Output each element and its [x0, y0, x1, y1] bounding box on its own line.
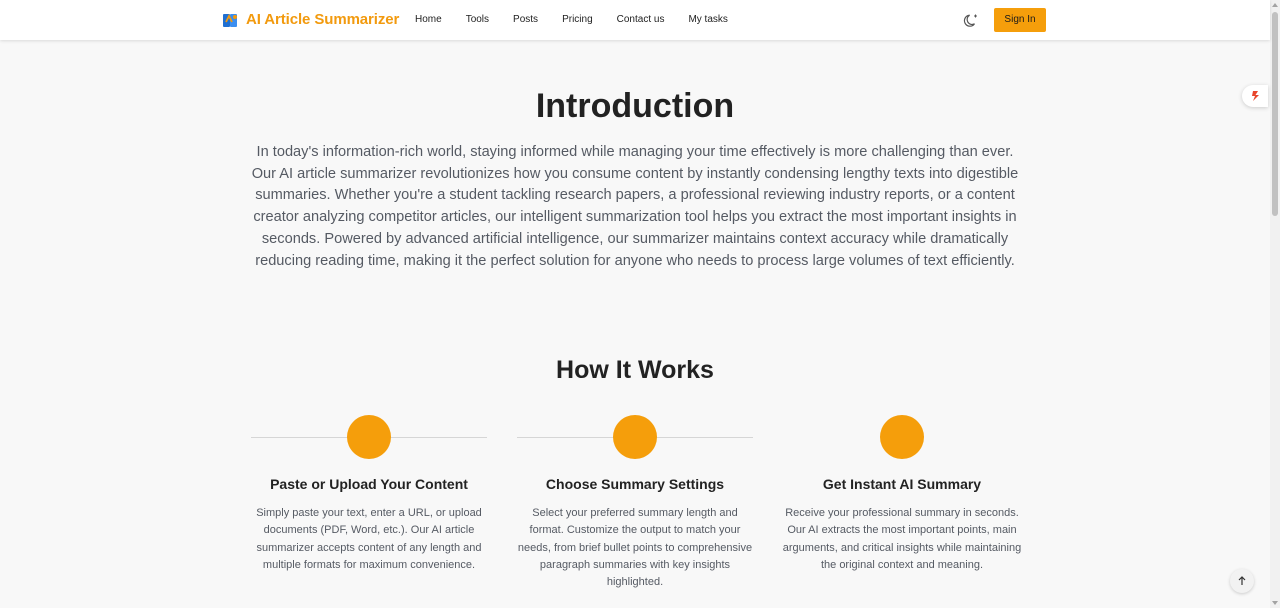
brand-title: AI Article Summarizer: [246, 11, 400, 28]
nav-my-tasks[interactable]: My tasks: [688, 14, 728, 25]
page-scrollbar[interactable]: [1270, 0, 1280, 608]
nav-pricing[interactable]: Pricing: [562, 14, 593, 25]
arrow-up-icon: [1230, 580, 1254, 597]
step-title: Choose Summary Settings: [545, 476, 725, 492]
nav-home[interactable]: Home: [415, 14, 442, 25]
sign-in-button[interactable]: Sign In: [994, 8, 1046, 32]
scroll-thumb[interactable]: [1272, 12, 1278, 216]
how-it-works-heading: How It Works: [556, 356, 714, 384]
book-ai-logo-icon: [222, 12, 239, 29]
main-nav: [415, 13, 752, 27]
step-marker: [880, 415, 924, 459]
nav-tools[interactable]: Tools: [465, 14, 490, 25]
introduction-paragraph: In today's information-rich world, staying informed while managing your time effectively is more challenging than ever. Our AI article summarizer revolutionizes how you consume content by instantly condensing lengthy texts into digestible summaries. Whether you're a student tackling research papers, a professional reviewing industry reports, or a content creator analyzing competitor articles, our intelligent summarization tool helps you extract the most important insights in seconds. Powered by advanced artificial intelligence, our summarizer maintains context accuracy while dramatically reducing reading time, making it the perfect solution for anyone who needs to process large volumes of text efficiently.: [251, 144, 1019, 269]
step-description: Simply paste your text, enter a URL, or upload documents (PDF, Word, etc.). Our AI article summarizer accepts content of any length and multiple formats for maximum convenience.: [256, 507, 482, 571]
step-marker: [613, 415, 657, 459]
scroll-down-arrow-icon[interactable]: [1272, 601, 1278, 605]
step-description: Select your preferred summary length and format. Customize the output to match your needs, from brief bullet points to comprehensive paragraph summaries with key insights highlighted.: [517, 507, 753, 589]
step-marker: [347, 415, 391, 459]
introduction-heading: Introduction: [535, 87, 735, 125]
back-to-top-button[interactable]: [1230, 569, 1254, 593]
nav-posts[interactable]: Posts: [513, 14, 539, 25]
step-description: Receive your professional summary in seconds. Our AI extracts the most important points, main arguments, and critical insights while maintaining the original context and meaning.: [782, 507, 1022, 571]
scroll-up-arrow-icon[interactable]: [1272, 3, 1278, 7]
step-title: Get Instant AI Summary: [822, 476, 982, 492]
nav-contact-us[interactable]: Contact us: [616, 14, 665, 25]
brand[interactable]: [222, 10, 399, 30]
moon-sun-icon[interactable]: [962, 11, 980, 29]
step-title: Paste or Upload Your Content: [270, 476, 468, 492]
top-navbar: [0, 0, 1270, 40]
